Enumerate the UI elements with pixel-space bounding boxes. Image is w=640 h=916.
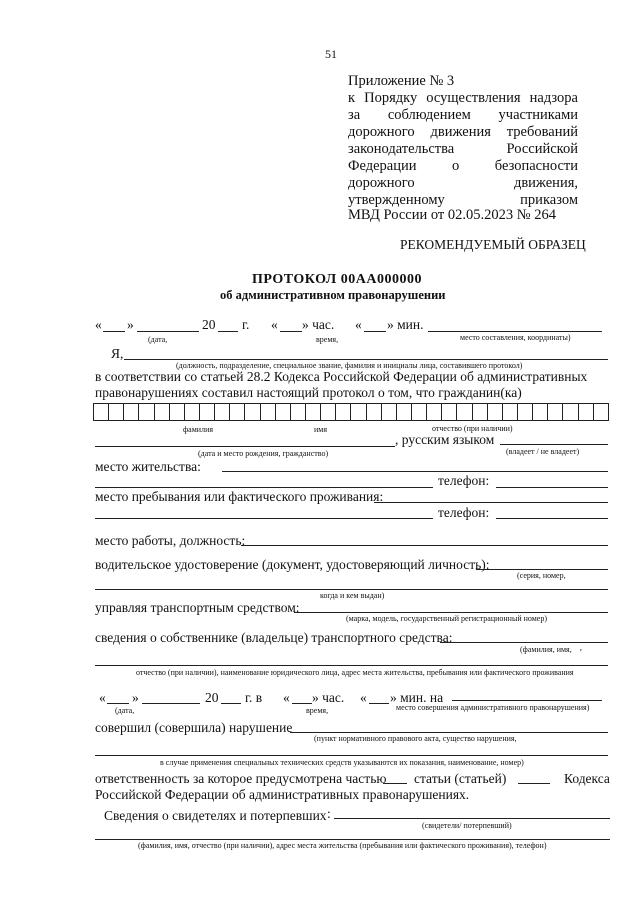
license-field-2[interactable]: [95, 589, 608, 590]
appendix-word: безопасности: [494, 158, 578, 174]
residence-phone-field[interactable]: [496, 487, 608, 488]
appendix-word: приказом: [520, 192, 578, 208]
place2-field[interactable]: [452, 700, 602, 701]
letter-cell[interactable]: [215, 404, 230, 420]
date-close-quote: »: [127, 317, 134, 332]
liability-label: ответственность за которое предусмотрена частью: [95, 771, 387, 786]
birth-field[interactable]: [95, 446, 395, 447]
name-letter-grid[interactable]: [93, 403, 609, 421]
work-label: место работы, должность:: [95, 533, 246, 548]
stay-field[interactable]: [374, 502, 608, 503]
minute-field[interactable]: [364, 331, 386, 332]
appendix-word: движения,: [513, 175, 578, 191]
appendix-word: дорожного: [348, 175, 415, 191]
appendix-word: соблюдением: [387, 107, 471, 123]
appendix-word: законодательства: [348, 141, 455, 157]
para-line-2: правонарушениях составил настоящий протокол о том, что гражданин(ка): [95, 385, 522, 400]
appendix-word: дорожного: [348, 124, 415, 140]
appendix-word: Федерации: [348, 158, 417, 174]
residence-label: место жительства:: [95, 459, 201, 474]
letter-cell[interactable]: [291, 404, 306, 420]
witness-caption-2: (фамилия, имя, отчество (при наличии), адрес места жительства (пребывания или фактического проживания), телефон): [138, 841, 547, 850]
year2-suffix: г. в: [245, 690, 263, 705]
para-line-1: в соответствии со статьей 28.2 Кодекса Российской Федерации об административных: [95, 369, 588, 384]
liability-article-label: статьи (статьей): [414, 771, 507, 786]
month-field[interactable]: [137, 331, 199, 332]
day2-field[interactable]: [107, 703, 129, 704]
minute2-field[interactable]: [369, 703, 389, 704]
officer-field[interactable]: [124, 359, 608, 360]
year2-field[interactable]: [221, 703, 241, 704]
language-field[interactable]: [500, 444, 608, 445]
surname-caption: фамилия: [183, 425, 214, 434]
witness-field[interactable]: [334, 818, 610, 819]
stray-mark: ': [580, 648, 582, 659]
appendix-word: Российской: [506, 141, 578, 157]
date-open-quote: «: [95, 317, 102, 332]
appendix-word: надзора: [529, 90, 578, 106]
residence-field-2[interactable]: [95, 487, 433, 488]
hour2-open-quote: «: [283, 690, 290, 705]
appendix-word: о: [452, 158, 460, 174]
russian-language-label: , русским языком: [395, 432, 495, 447]
letter-cell[interactable]: [170, 404, 185, 420]
stay-label: место пребывания или фактического проживания:: [95, 489, 384, 504]
officer-caption: (должность, подразделение, специальное звание, фамилия и инициалы лица, составившего протокол): [176, 361, 523, 370]
vehicle-label: управляя транспортным средством:: [95, 600, 300, 615]
appendix-word: за: [348, 107, 361, 123]
letter-cell[interactable]: [488, 404, 503, 420]
stay-phone-label: телефон:: [438, 505, 490, 520]
appendix-order: МВД России от 02.05.2023 № 264: [348, 207, 556, 223]
letter-cell[interactable]: [94, 404, 109, 420]
letter-cell[interactable]: [336, 404, 351, 420]
year-prefix: 20: [202, 317, 216, 332]
owner-label: сведения о собственнике (владельце) транспортного средства:: [95, 630, 453, 645]
letter-cell[interactable]: [579, 404, 594, 420]
year-field[interactable]: [218, 331, 238, 332]
letter-cell[interactable]: [200, 404, 215, 420]
liability-code-label: Кодекса: [564, 771, 610, 786]
language-caption: (владеет / не владеет): [506, 447, 580, 456]
place-field[interactable]: [428, 331, 602, 332]
day-field[interactable]: [103, 331, 125, 332]
protocol-subtitle: об административном правонарушении: [220, 288, 446, 302]
witness-caption-1: (свидетели/ потерпевший): [422, 821, 512, 830]
letter-cell[interactable]: [276, 404, 291, 420]
letter-cell[interactable]: [533, 404, 548, 420]
violation-caption-2: в случае применения специальных технических средств указываются их показания, наименование, номер): [160, 758, 524, 767]
violation-field-2[interactable]: [95, 755, 608, 756]
birth-caption: (дата и место рождения, гражданство): [198, 449, 329, 458]
minute-label: » мин.: [387, 317, 424, 332]
letter-cell[interactable]: [306, 404, 321, 420]
article-field[interactable]: [518, 783, 550, 784]
ya-label: Я,: [111, 346, 124, 361]
letter-cell[interactable]: [442, 404, 457, 420]
work-field[interactable]: [241, 545, 608, 546]
violation-caption-1: (пункт нормативного правового акта, существо нарушения,: [314, 734, 517, 743]
caption-time: время,: [316, 335, 339, 344]
letter-cell[interactable]: [367, 404, 382, 420]
letter-cell[interactable]: [124, 404, 139, 420]
letter-cell[interactable]: [261, 404, 276, 420]
owner-field[interactable]: [440, 642, 608, 643]
hour-label: » час.: [302, 317, 335, 332]
license-caption-1: (серия, номер,: [517, 571, 566, 580]
residence-phone-label: телефон:: [438, 473, 490, 488]
letter-cell[interactable]: [185, 404, 200, 420]
letter-cell[interactable]: [230, 404, 245, 420]
appendix-word: движения: [430, 124, 491, 140]
license-field[interactable]: [476, 569, 608, 570]
date2-open-quote: «: [99, 690, 106, 705]
letter-cell[interactable]: [563, 404, 578, 420]
minute-open-quote: «: [355, 317, 362, 332]
letter-cell[interactable]: [397, 404, 412, 420]
hour-open-quote: «: [271, 317, 278, 332]
caption2-date: (дата,: [115, 706, 135, 715]
protocol-title: ПРОТОКОЛ 00АА000000: [252, 272, 422, 287]
caption2-time: время,: [306, 706, 329, 715]
license-label: водительское удостоверение (документ, удостоверяющий личность):: [95, 557, 490, 572]
letter-cell[interactable]: [139, 404, 154, 420]
minute2-label: » мин. на: [390, 690, 444, 705]
vehicle-caption: (марка, модель, государственный регистрационный номер): [346, 614, 548, 623]
hour-field[interactable]: [280, 331, 302, 332]
residence-field[interactable]: [222, 471, 608, 472]
license-caption-2: когда и кем выдан): [320, 591, 385, 600]
month2-field[interactable]: [142, 703, 200, 704]
witness-field-2[interactable]: [95, 839, 610, 840]
stay-field-2[interactable]: [95, 518, 433, 519]
violation-field[interactable]: [290, 732, 608, 733]
owner-field-2[interactable]: [95, 665, 608, 666]
owner-caption-2: отчество (при наличии), наименование юридического лица, адрес места жительства, пребывания или фактического проживания: [136, 668, 574, 677]
stay-phone-field[interactable]: [496, 518, 608, 519]
recommended-sample-label: РЕКОМЕНДУЕМЫЙ ОБРАЗЕЦ: [400, 237, 586, 252]
violation-label: совершил (совершила) нарушение: [95, 720, 293, 735]
witness-colon: :: [327, 806, 331, 821]
letter-cell[interactable]: [245, 404, 260, 420]
letter-cell[interactable]: [109, 404, 124, 420]
part-field[interactable]: [383, 783, 407, 784]
letter-cell[interactable]: [427, 404, 442, 420]
letter-cell[interactable]: [518, 404, 533, 420]
letter-cell[interactable]: [457, 404, 472, 420]
letter-cell[interactable]: [321, 404, 336, 420]
name-caption: имя: [314, 425, 328, 434]
appendix-title: Приложение № 3: [348, 73, 455, 89]
letter-cell[interactable]: [594, 404, 608, 420]
caption-place: место составления, координаты): [460, 333, 571, 342]
appendix-word: осуществления: [426, 90, 521, 106]
appendix-word: Порядку: [364, 90, 418, 106]
letter-cell[interactable]: [382, 404, 397, 420]
owner-caption-1: (фамилия, имя,: [520, 645, 572, 654]
letter-cell[interactable]: [503, 404, 518, 420]
letter-cell[interactable]: [351, 404, 366, 420]
hour2-label: » час.: [312, 690, 345, 705]
hour2-field[interactable]: [292, 703, 312, 704]
caption2-place: место совершения административного правонарушения): [396, 703, 590, 712]
minute2-open-quote: «: [360, 690, 367, 705]
liability-line-2: Российской Федерации об административных правонарушениях.: [95, 787, 470, 802]
letter-cell[interactable]: [155, 404, 170, 420]
year-suffix: г.: [242, 317, 250, 332]
date2-close-quote: »: [132, 690, 139, 705]
year2-prefix: 20: [205, 690, 219, 705]
page-number: 51: [325, 47, 337, 61]
appendix-word: к: [348, 90, 356, 106]
letter-cell[interactable]: [412, 404, 427, 420]
appendix-word: утвержденному: [348, 192, 445, 208]
letter-cell[interactable]: [473, 404, 488, 420]
patronymic-caption: отчество (при наличии): [432, 424, 513, 433]
witness-label: Сведения о свидетелях и потерпевших: [104, 808, 327, 823]
vehicle-field[interactable]: [294, 612, 608, 613]
appendix-word: требований: [506, 124, 578, 140]
letter-cell[interactable]: [548, 404, 563, 420]
appendix-word: участниками: [498, 107, 578, 123]
caption-date: (дата,: [148, 335, 168, 344]
